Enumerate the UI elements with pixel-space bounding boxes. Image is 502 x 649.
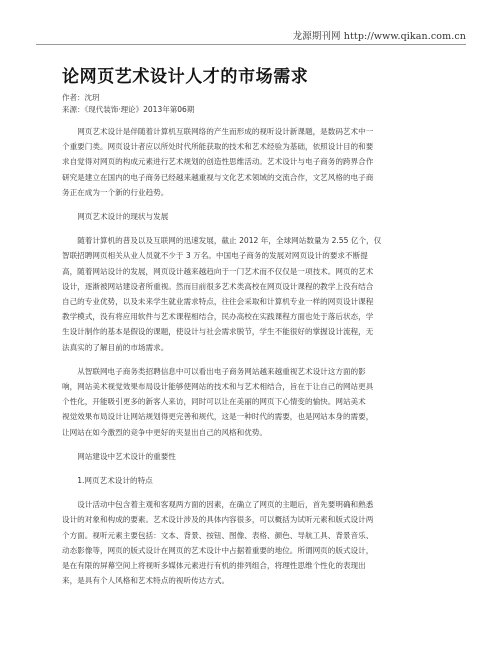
- section1-paragraph-1: 随着计算机的普及以及互联网的迅速发展，截止 2012 年，全球网站数量为 2.55 亿个，仅 智联招聘网页相关从业人员就不少于 3 万名。中国电子商务的发展对网页设计的要求不断提 高，随着网站设计的发展，网页设计越来越趋向于一门艺术而不仅仅是一项技术。网页的艺术 设计，逐渐被网站建设者所重视。然而目前很多艺术类高校在网页设计课程的教学上没有结合 自己的专业优势，以及未来学生就业需求特点，往往会采取和计算机专业一样的网页设计课程 教学模式，没有将应用软件与艺术课程相结合，民办高校在实践课程方面也处于落后状态，学 生设计制作的基本是假设的课题，使设计与社会需求脱节，学生不能很好的掌握设计流程，无 法真实的了解目前的市场需求。: [62, 236, 382, 352]
- article-body: [62, 124, 440, 588]
- section1-paragraph-2: 从智联网电子商务类招聘信息中可以看出电子商务网站越来越重视艺术设计这方面的影 响，网站美术视觉效果布局设计能够使网站的技术和与艺术相结合，旨在于让自己的网站更具 个性化，开能吸引更多的新客人来访，同时可以让在美丽的网页下心情变的愉快。网站美术 视觉效果布局设计让网站规划得更完善和规代，这是一种时代的需要，也是网站本身的需要， 让网站在如今激烈的竞争中更好的夹显出自己的风格和优势。: [62, 366, 374, 437]
- article-source: 来源：《现代装饰·理论》2013年第06期: [62, 105, 195, 114]
- section-heading-status: 网页艺术设计的现状与发展: [77, 212, 169, 222]
- section-heading-importance: 网站建设中艺术设计的重要性: [77, 451, 176, 461]
- section2-paragraph-1: 设计活动中包含着主观和客观两方面的因素，在确立了网页的主题后，首先要明确和熟悉 设计的对象和构成的要素。艺术设计涉及的具体内容很多，可以概括为试听元素和版式设计两 个方面。视听元素主要包括：文本、背景、按钮、图像、表格、颜色、导航工具、背景音乐、 动态影像等，网页的版式设计在网页的艺术设计中占据着重要的地位。所谓网页的版式设计， 是在有限的屏幕空间上将视听多媒体元素进行有机的排列组合，将理性思维个性化的表现出 来，是具有个人风格和艺术特点的视听传达方式。: [62, 500, 374, 586]
- subsection-heading-features: 1.网页艺术设计的特点: [77, 476, 153, 486]
- article-author: 作者：沈玥: [62, 93, 100, 102]
- intro-paragraph: 网页艺术设计是伴随着计算机互联网络的产生而形成的视听设计新课题，是数码艺术中一 个重要门类。网页设计者应以所处时代所能获取的技术和艺术经验为基础，依照设计目的和要 求自觉得对网页的构成元素进行艺术规划的创造性思维活动。艺术设计与电子商务的跨界合作 研究是建立在国内的电子商务已经越来越重视与文化艺术领域的交流合作，文艺风格的电子商 务正在成为一个新的行业趋势。: [62, 127, 374, 197]
- article-title: 论网页艺术设计人才的市场需求: [62, 67, 309, 87]
- header-divider: [36, 44, 466, 45]
- header-source-site: 龙源期刊网 http://www.qikan.com.cn: [292, 31, 466, 42]
